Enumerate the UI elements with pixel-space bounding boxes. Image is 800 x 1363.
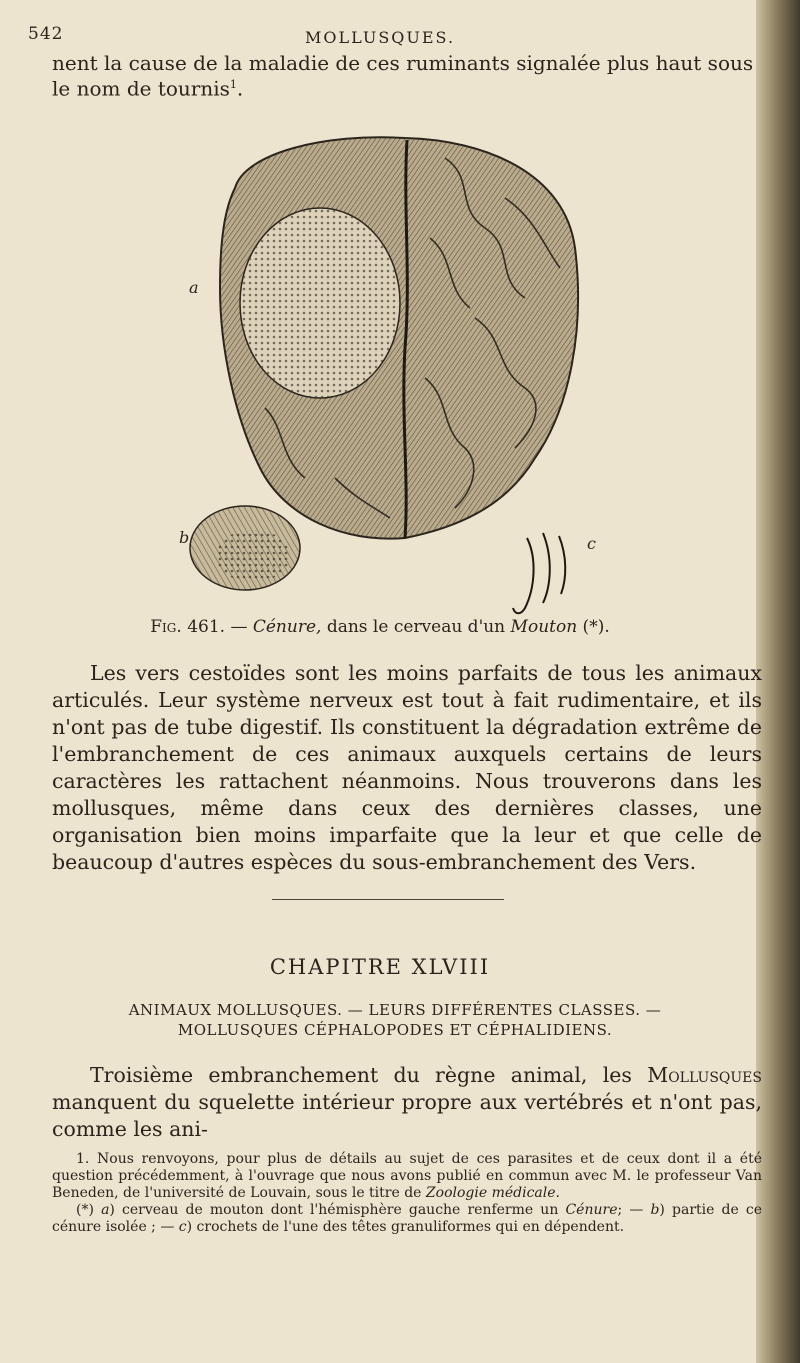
footnote-1-title: Zoologie médicale xyxy=(425,1185,556,1201)
footnote-figure-text-a: ) cerveau de mouton dont l'hémisphère gauche renferme un xyxy=(109,1202,566,1218)
continuation-text-part1: nent la cause de la maladie de ces ruminants signalée plus haut sous le nom de tournis xyxy=(52,51,754,101)
caption-mouton: Mouton xyxy=(510,617,578,637)
continuation-text-end: . xyxy=(236,76,244,101)
footnote-figure xyxy=(52,1202,762,1236)
footnote-figure-star: (*) xyxy=(76,1202,102,1218)
footnote-1-end: . xyxy=(555,1185,560,1201)
footnote-figure-text-b: ) partie de ce cénure isolée ; — xyxy=(52,1202,763,1235)
figure-label-c: c xyxy=(587,534,596,553)
footnote-figure-b: b xyxy=(650,1202,660,1218)
page-edge-shadow xyxy=(756,0,800,1363)
chapter-summary: ANIMAUX MOLLUSQUES. — LEURS DIFFÉRENTES CLASSES. — MOLLUSQUES CÉPHALOPODES ET CÉPHALIDIENS. xyxy=(128,1001,662,1039)
footnote-figure-text-c: ) crochets de l'une des têtes granuliformes qui en dépendent. xyxy=(186,1219,625,1235)
footnote-figure-cenure: Cénure xyxy=(565,1202,618,1218)
paragraph2-part2: manquent du squelette intérieur propre aux vertébrés et n'ont pas, comme les ani- xyxy=(52,1090,762,1141)
figure-label-b: b xyxy=(179,528,190,547)
body-paragraph-1: Les vers cestoïdes sont les moins parfaits de tous les animaux articulés. Leur système nerveux est tout à fait rudimentaire, et ils n'ont pas de tube digestif. Ils constituent la dégradation extrême de l'embranchement de ces animaux auxquels certains de leurs caractères les rattachent néanmoins. Nous trouverons dans les mollusques, même dans ceux des dernières classes, une organisation bien moins imparfaite que la leur et que celle de beaucoup d'autres espèces du sous-embranchement des Vers. xyxy=(52,661,762,874)
chapter-title: CHAPITRE XLVIII xyxy=(269,955,491,979)
brain-engraving xyxy=(175,118,605,618)
running-head: MOLLUSQUES. xyxy=(304,28,456,47)
footnote-figure-c: c xyxy=(178,1219,187,1235)
paragraph2-part1: Troisième embranchement du règne animal, les xyxy=(90,1063,648,1087)
paragraph2-mollusques: Mollusques xyxy=(647,1063,762,1087)
caption-dash: — xyxy=(225,617,253,637)
footnote-1 xyxy=(52,1151,762,1202)
footnote-figure-sep-b: ; — xyxy=(617,1202,651,1218)
caption-middle: dans le cerveau d'un xyxy=(321,617,511,637)
caption-cenure: Cénure, xyxy=(252,617,322,637)
figure-caption xyxy=(0,617,760,637)
figure-brain-illustration xyxy=(175,118,605,618)
caption-prefix: Fig. 461. xyxy=(150,617,226,637)
footnote-1-text: 1. Nous renvoyons, pour plus de détails au sujet de ces parasites et de ceux dont il a été question précédemment, à l'ouvrage que nous avons publié en commun avec M. le professeur Van Beneden, de l'université de Louvain, sous le titre de xyxy=(52,1151,762,1201)
footnote-mark: 1 xyxy=(229,78,237,91)
page-number: 542 xyxy=(28,24,64,44)
body-paragraph-2 xyxy=(52,1062,762,1143)
figure-label-a: a xyxy=(189,278,199,297)
footnotes xyxy=(52,1151,762,1236)
footnote-figure-a: a xyxy=(101,1202,110,1218)
continuation-text xyxy=(52,52,762,100)
section-divider xyxy=(272,899,504,900)
caption-end: (*). xyxy=(577,617,610,637)
